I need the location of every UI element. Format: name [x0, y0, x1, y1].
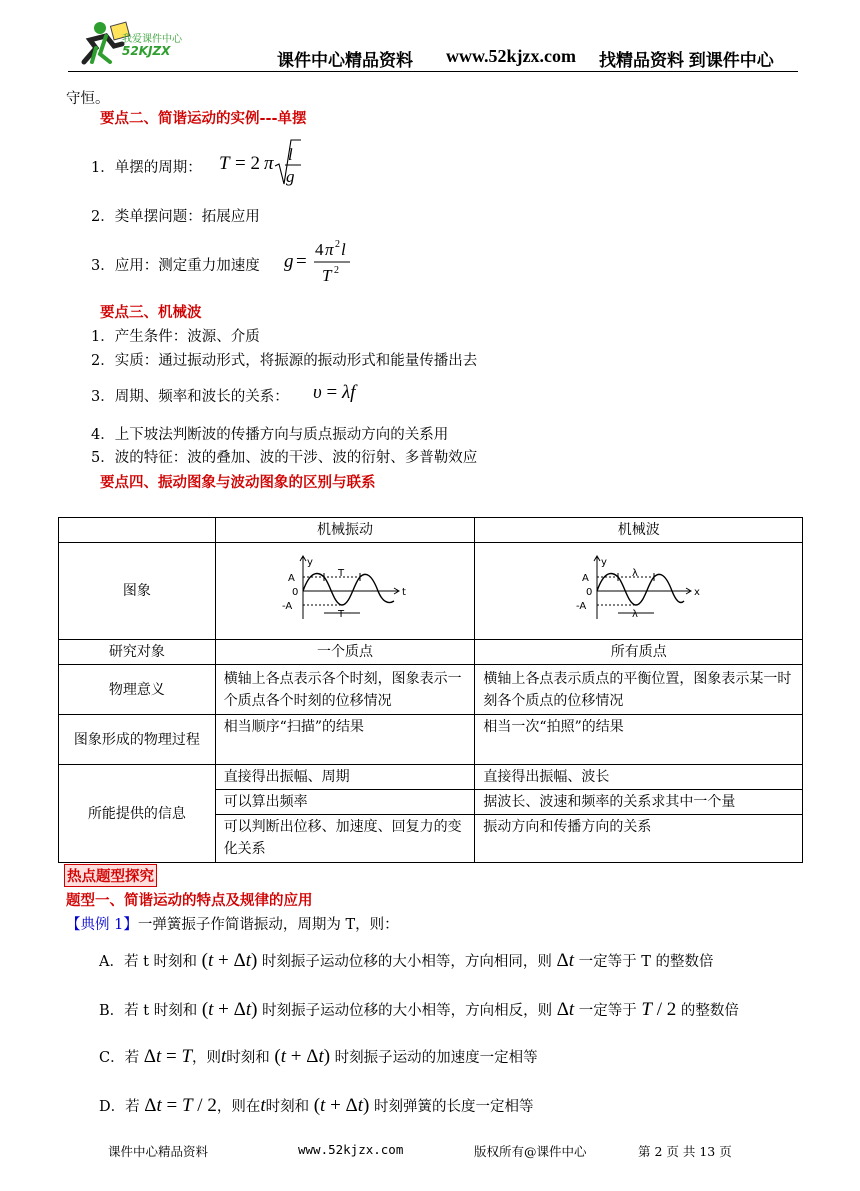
- vib-label-t-upper: T: [338, 567, 345, 579]
- formula-period: [217, 136, 307, 192]
- s3-item1: 1．产生条件：波源、介质: [91, 329, 260, 345]
- s3-item3: 3．周期、频率和波长的关系：: [91, 389, 289, 405]
- example-line: [66, 913, 399, 934]
- option-c: C．若 Δt = T，则t时刻和 (t + Δt) 时刻振子运动的加速度一定相等: [99, 1046, 538, 1067]
- section4-title: 要点四、振动图象与波动图象的区别与联系: [100, 475, 376, 491]
- row-label-meaning: 物理意义: [59, 665, 216, 715]
- table-cell-empty: [59, 518, 216, 543]
- info-vibration-3: [215, 815, 475, 863]
- wave-label-lambda-lower: λ: [631, 608, 638, 620]
- row-label-info: 所能提供的信息: [59, 765, 216, 863]
- vib-label-a: A: [288, 572, 295, 584]
- info-wave-3: 振动方向和传播方向的关系: [475, 815, 803, 863]
- svg-text:T: T: [322, 266, 332, 285]
- s3-item5: 5．波的特征：波的叠加、波的干涉、波的衍射、多普勒效应: [91, 450, 478, 466]
- option-c-part1: C．若: [99, 1050, 140, 1066]
- wave-label-zero: 0: [585, 586, 593, 598]
- table-row: [59, 665, 803, 715]
- info-wave-1: 直接得出振幅、波长: [475, 765, 803, 790]
- s2-item2: 2．类单摆问题：拓展应用: [91, 209, 260, 225]
- option-d-part4: 时刻弹簧的长度一定相等: [373, 1099, 534, 1115]
- wave-label-neg-a: -A: [575, 600, 586, 612]
- carry-line: 守恒。: [66, 91, 110, 107]
- option-a-part1: A．若 t 时刻和: [99, 954, 198, 970]
- wave-graph-cell: [475, 543, 803, 640]
- object-vibration: 一个质点: [215, 640, 475, 665]
- option-a-part3: 一定等于 T 的整数倍: [578, 954, 714, 970]
- option-a-part2: 时刻振子运动位移的大小相等，方向相同，则: [261, 954, 552, 970]
- s2-item1: 1．单摆的周期：: [91, 160, 202, 176]
- svg-text:l: l: [288, 145, 293, 164]
- hot-topic-badge: 热点题型探究: [64, 864, 157, 887]
- meaning-wave: [475, 665, 803, 715]
- row-label-image: 图象: [59, 543, 216, 640]
- process-wave: 相当一次“拍照”的结果: [475, 715, 803, 765]
- option-d-part2: ，则在: [216, 1099, 261, 1115]
- wave-graph: [574, 553, 704, 623]
- vib-label-t: t: [402, 586, 406, 598]
- row-label-process: 图象形成的物理过程: [59, 715, 216, 765]
- svg-text:g: g: [284, 251, 294, 272]
- footer-site: www.52kjzx.com: [298, 1142, 404, 1157]
- table-row: [59, 640, 803, 665]
- table-row: [59, 765, 803, 790]
- info-vibration-1: 直接得出振幅、周期: [215, 765, 475, 790]
- svg-text:=: =: [296, 251, 307, 272]
- option-b: B．若 t 时刻和 (t + Δt) 时刻振子运动位移的大小相等，方向相反，则 Δt 一定等于 T / 2 的整数倍: [99, 999, 739, 1020]
- type1-title: 题型一、简谐运动的特点及规律的应用: [66, 893, 313, 909]
- footer-copyright: 版权所有@课件中心: [474, 1144, 587, 1159]
- option-c-part4: 时刻振子运动的加速度一定相等: [334, 1050, 538, 1066]
- meaning-vibration: [215, 665, 475, 715]
- option-d: D．若 Δt = T / 2，则在t时刻和 (t + Δt) 时刻弹簧的长度一定相等: [99, 1095, 534, 1116]
- svg-text:= 2: = 2: [235, 153, 260, 174]
- option-d-part3: 时刻和: [265, 1099, 310, 1115]
- footer-page: 第 2 页 共 13 页: [638, 1144, 732, 1159]
- option-a: A．若 t 时刻和 (t + Δt) 时刻振子运动位移的大小相等，方向相同，则 Δt 一定等于 T 的整数倍: [99, 950, 714, 971]
- wave-label-y: y: [600, 556, 607, 568]
- meaning-wave-text: 横轴上各点表示质点的平衡位置，图象表示某一时刻各个质点的位移情况: [483, 670, 792, 709]
- info-wave-2: 据波长、波速和频率的关系求其中一个量: [475, 790, 803, 815]
- svg-text:π: π: [264, 153, 274, 174]
- info-vibration-3-text: 可以判断出位移、加速度、回复力的变化关系: [223, 819, 462, 857]
- section2-title: 要点二、简谐运动的实例---单摆: [100, 111, 307, 127]
- meaning-vibration-text: 横轴上各点表示各个时刻，图象表示一个质点各个时刻的位移情况: [223, 670, 462, 709]
- option-b-part3: 一定等于: [578, 1003, 637, 1019]
- wave-label-x: x: [693, 586, 700, 598]
- logo-text-cn: 我爱课件中心: [122, 34, 182, 45]
- svg-text:2: 2: [334, 265, 339, 276]
- table-row: [59, 543, 803, 640]
- logo-text-en: 52KJZX: [122, 44, 171, 58]
- vib-label-t-lower: T: [338, 608, 345, 620]
- table-row: [59, 715, 803, 765]
- s3-item2: 2．实质：通过振动形式，将振源的振动形式和能量传播出去: [91, 353, 478, 369]
- example-label: 【典例 1】: [66, 917, 138, 933]
- s3-item4: 4．上下坡法判断波的传播方向与质点振动方向的关系用: [91, 427, 449, 443]
- section3-title: 要点三、机械波: [100, 305, 202, 321]
- wave-label-a: A: [581, 572, 589, 584]
- option-b-part2: 时刻振子运动位移的大小相等，方向相反，则: [262, 1003, 553, 1019]
- footer-left: 课件中心精品资料: [108, 1144, 209, 1159]
- option-b-part4: 的整数倍: [680, 1003, 739, 1019]
- example-text: 一弹簧振子作简谐振动，周期为 T，则：: [137, 917, 399, 933]
- option-c-part3: 时刻和: [226, 1050, 270, 1066]
- svg-text:l: l: [341, 240, 346, 259]
- table-header-wave: 机械波: [475, 518, 803, 543]
- svg-text:4: 4: [315, 240, 324, 259]
- header-title-1: 课件中心精品资料: [277, 51, 413, 70]
- vib-label-zero: 0: [292, 586, 299, 598]
- option-c-part2: ，则: [192, 1050, 222, 1066]
- option-b-part1: B．若 t 时刻和: [99, 1003, 198, 1019]
- comparison-table: [58, 517, 803, 863]
- formula-gravity: [282, 237, 362, 289]
- svg-text:π: π: [325, 240, 334, 259]
- table-header-vibration: 机械振动: [215, 518, 475, 543]
- wave-label-lambda-upper: λ: [631, 567, 638, 579]
- vibration-graph: [280, 553, 410, 623]
- info-vibration-2: 可以算出频率: [215, 790, 475, 815]
- header-logo: [70, 18, 200, 70]
- vib-label-neg-a: -A: [282, 600, 293, 612]
- table-row: [59, 518, 803, 543]
- option-d-part1: D．若: [99, 1099, 140, 1115]
- svg-text:T: T: [219, 153, 230, 174]
- header-site: www.52kjzx.com: [446, 46, 576, 66]
- vib-label-y: y: [307, 556, 313, 568]
- vibration-graph-cell: [215, 543, 475, 640]
- process-vibration: 相当顺序“扫描”的结果: [215, 715, 475, 765]
- row-label-object: 研究对象: [59, 640, 216, 665]
- object-wave: 所有质点: [475, 640, 803, 665]
- header-title-2: 找精品资料 到课件中心: [599, 51, 774, 70]
- header-rule: [68, 71, 798, 72]
- formula-wave-speed: υ = λf: [313, 382, 356, 403]
- svg-text:2: 2: [335, 239, 340, 250]
- svg-text:g: g: [286, 167, 295, 186]
- s2-item3: 3．应用：测定重力加速度: [91, 258, 260, 274]
